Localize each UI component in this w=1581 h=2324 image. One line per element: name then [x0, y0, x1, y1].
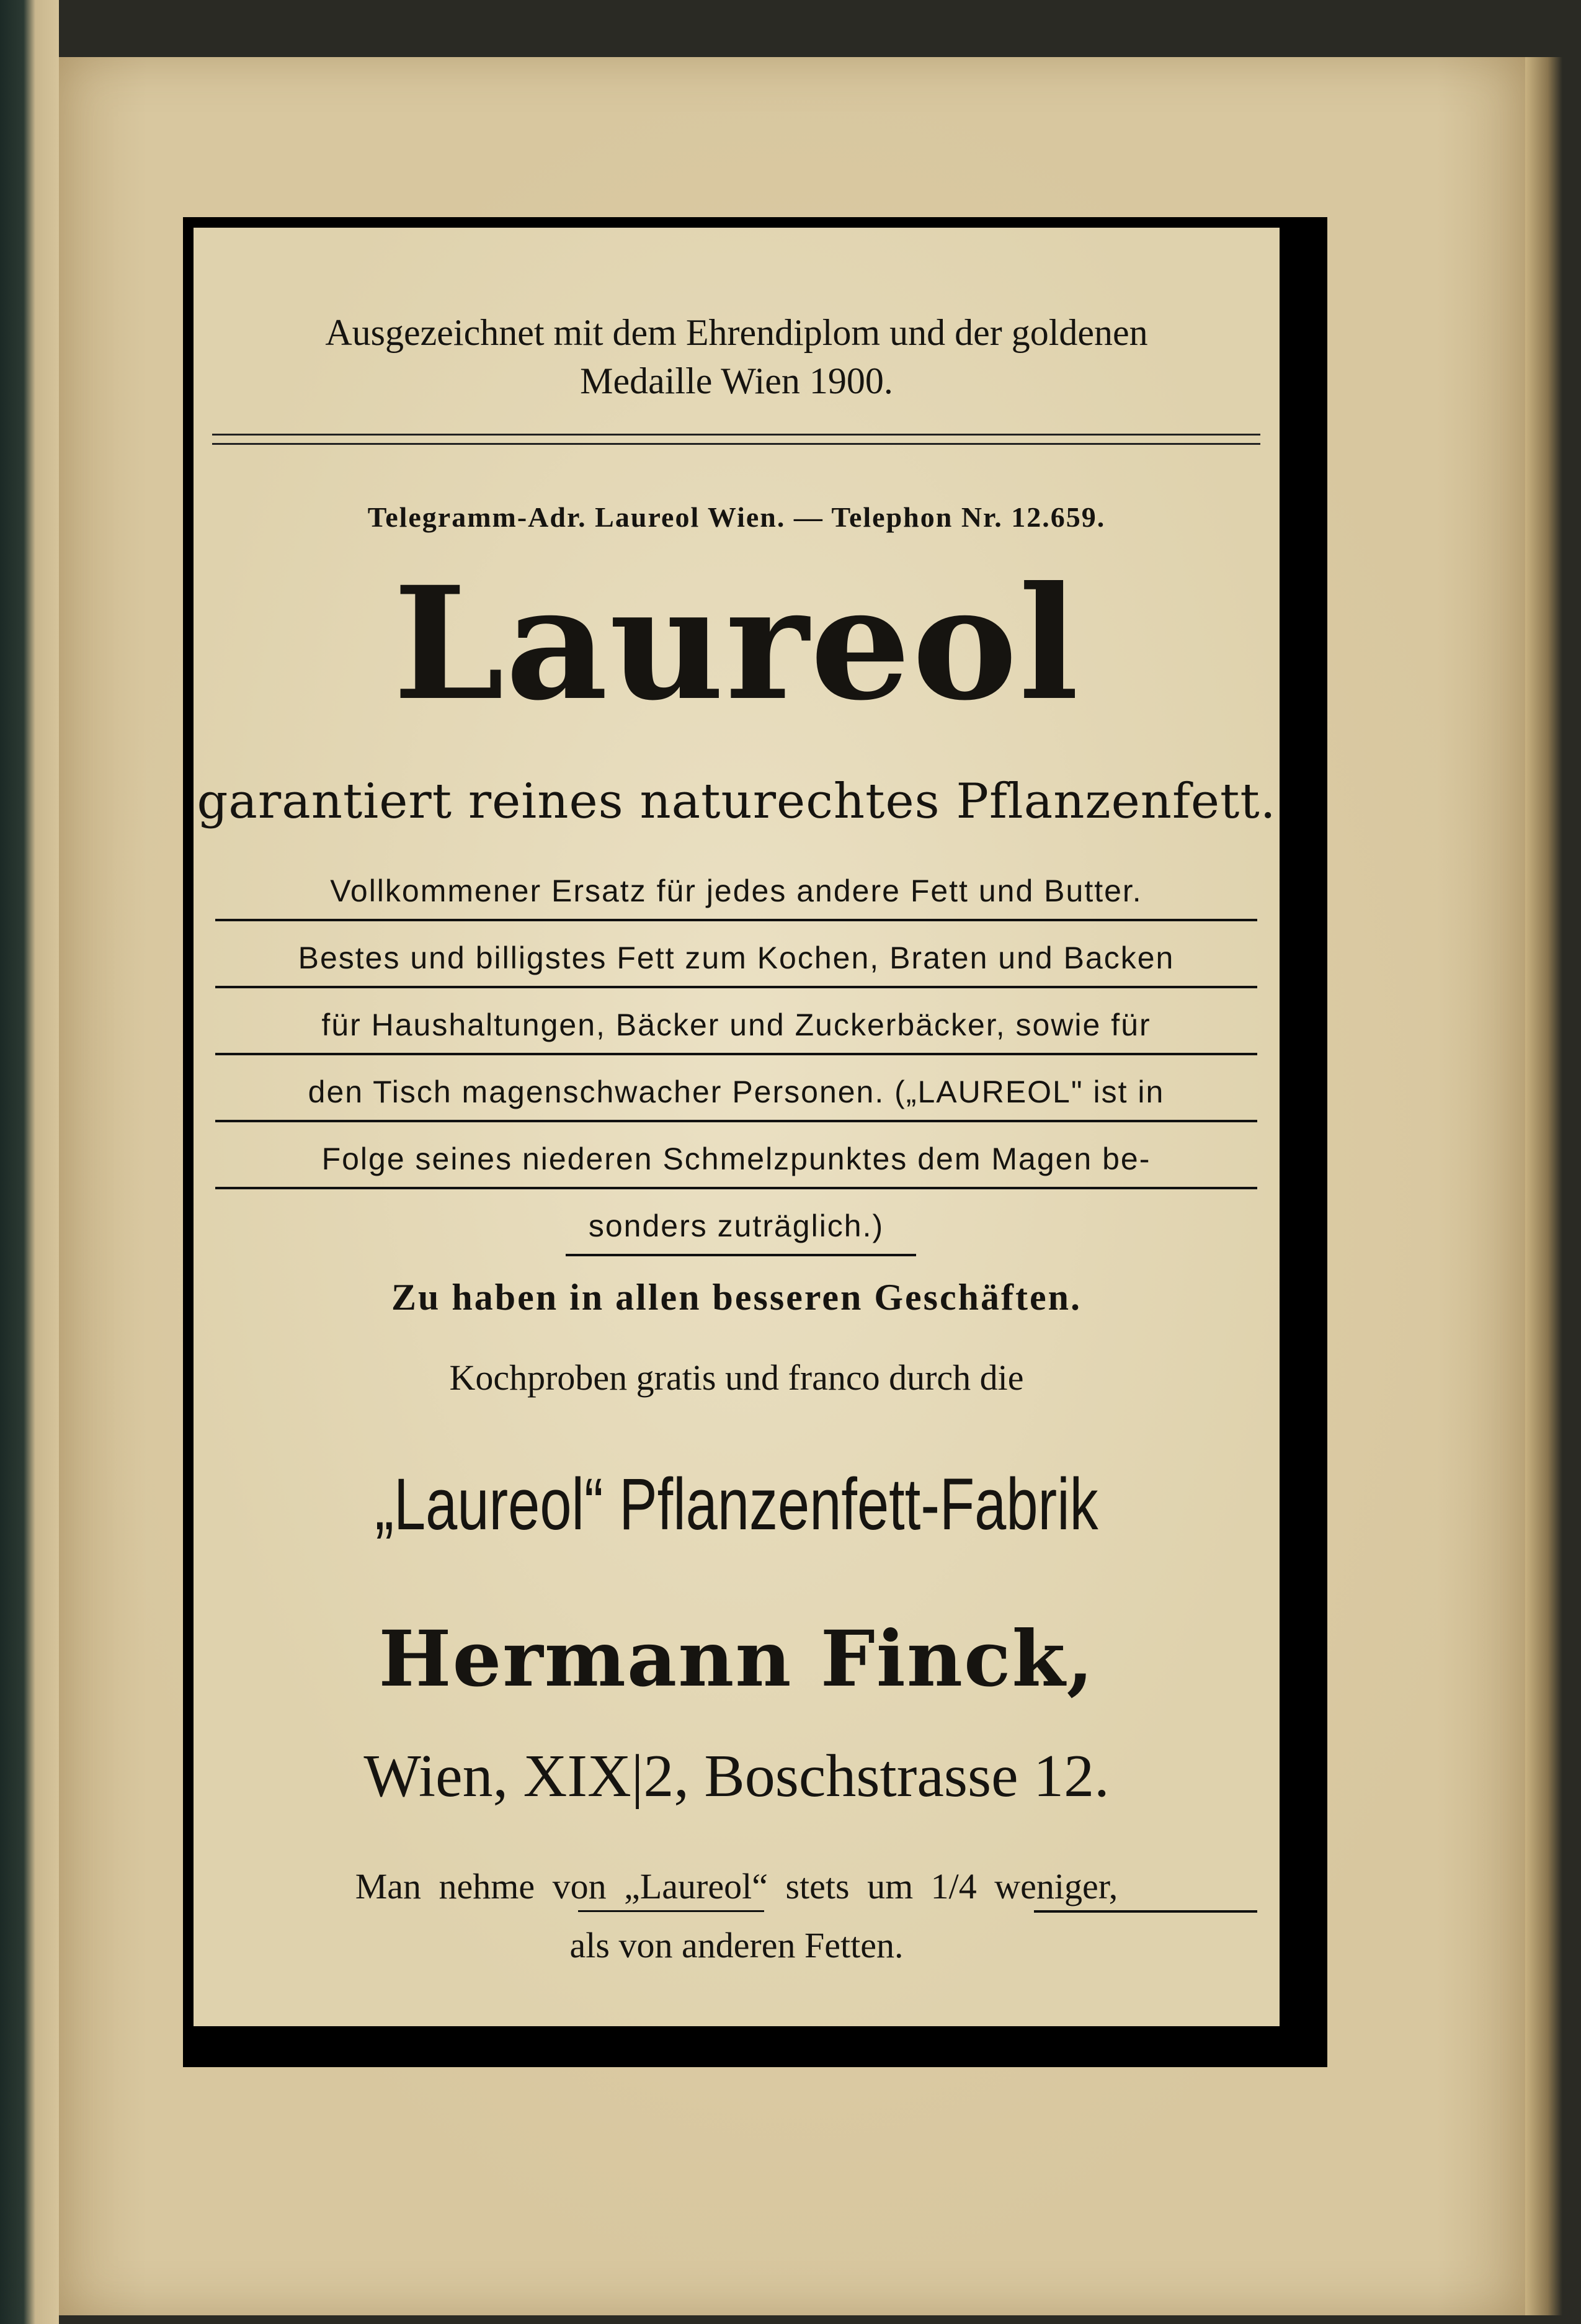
ad-content — [194, 228, 1280, 2026]
body-rule — [215, 919, 1257, 921]
body-line: Bestes und billigstes Fett zum Kochen, Braten und Backen — [298, 941, 1175, 975]
book-binding — [0, 0, 59, 2324]
page-edge — [1525, 57, 1562, 2315]
body-line: sonders zuträglich.) — [588, 1209, 884, 1243]
ad-frame-shadow-bottom — [183, 2027, 1327, 2067]
award-line-2: Medaille Wien 1900. — [580, 360, 893, 401]
body-line: den Tisch magenschwacher Personen. („LAUREOL" ist in — [308, 1075, 1165, 1109]
double-rule — [212, 434, 1260, 445]
telegram-line: Telegramm-Adr. Laureol Wien. — Telephon Nr. 12.659. — [367, 501, 1106, 533]
body-line: Vollkommener Ersatz für jedes andere Fett und Butter. — [330, 874, 1142, 908]
body-rule — [215, 1120, 1257, 1122]
award-line-1: Ausgezeichnet mit dem Ehrendiplom und der goldenen — [325, 312, 1148, 353]
body-rule — [215, 1187, 1257, 1189]
note-underline-weniger — [1034, 1910, 1257, 1913]
body-rule — [215, 1053, 1257, 1055]
owner-name: Hermann Finck, — [378, 1614, 1095, 1704]
award-text — [194, 308, 1280, 405]
ad-frame-shadow-right — [1287, 217, 1327, 2067]
body-rule — [215, 986, 1257, 988]
samples-line: Kochproben gratis und franco durch die — [449, 1357, 1024, 1398]
brand-name: Laureol — [393, 552, 1080, 735]
availability-line: Zu haben in allen besseren Geschäften. — [391, 1277, 1082, 1318]
note-underline-laureol — [578, 1910, 764, 1912]
body-line: für Haushaltungen, Bäcker und Zuckerbäcker, sowie für — [321, 1008, 1151, 1042]
note-line-1: Man nehme von „Laureol“ stets um 1/4 weniger, — [355, 1866, 1118, 1906]
tagline: garantiert reines naturechtes Pflanzenfett. — [197, 774, 1276, 829]
factory-name: „Laureol“ Pflanzenfett-Fabrik — [375, 1464, 1098, 1545]
body-line: Folge seines niederen Schmelzpunktes dem Magen be- — [321, 1142, 1151, 1176]
address-line: Wien, XIX|2, Boschstrasse 12. — [363, 1743, 1110, 1810]
body-rule — [566, 1254, 916, 1256]
note-line-2: als von anderen Fetten. — [569, 1925, 904, 1965]
